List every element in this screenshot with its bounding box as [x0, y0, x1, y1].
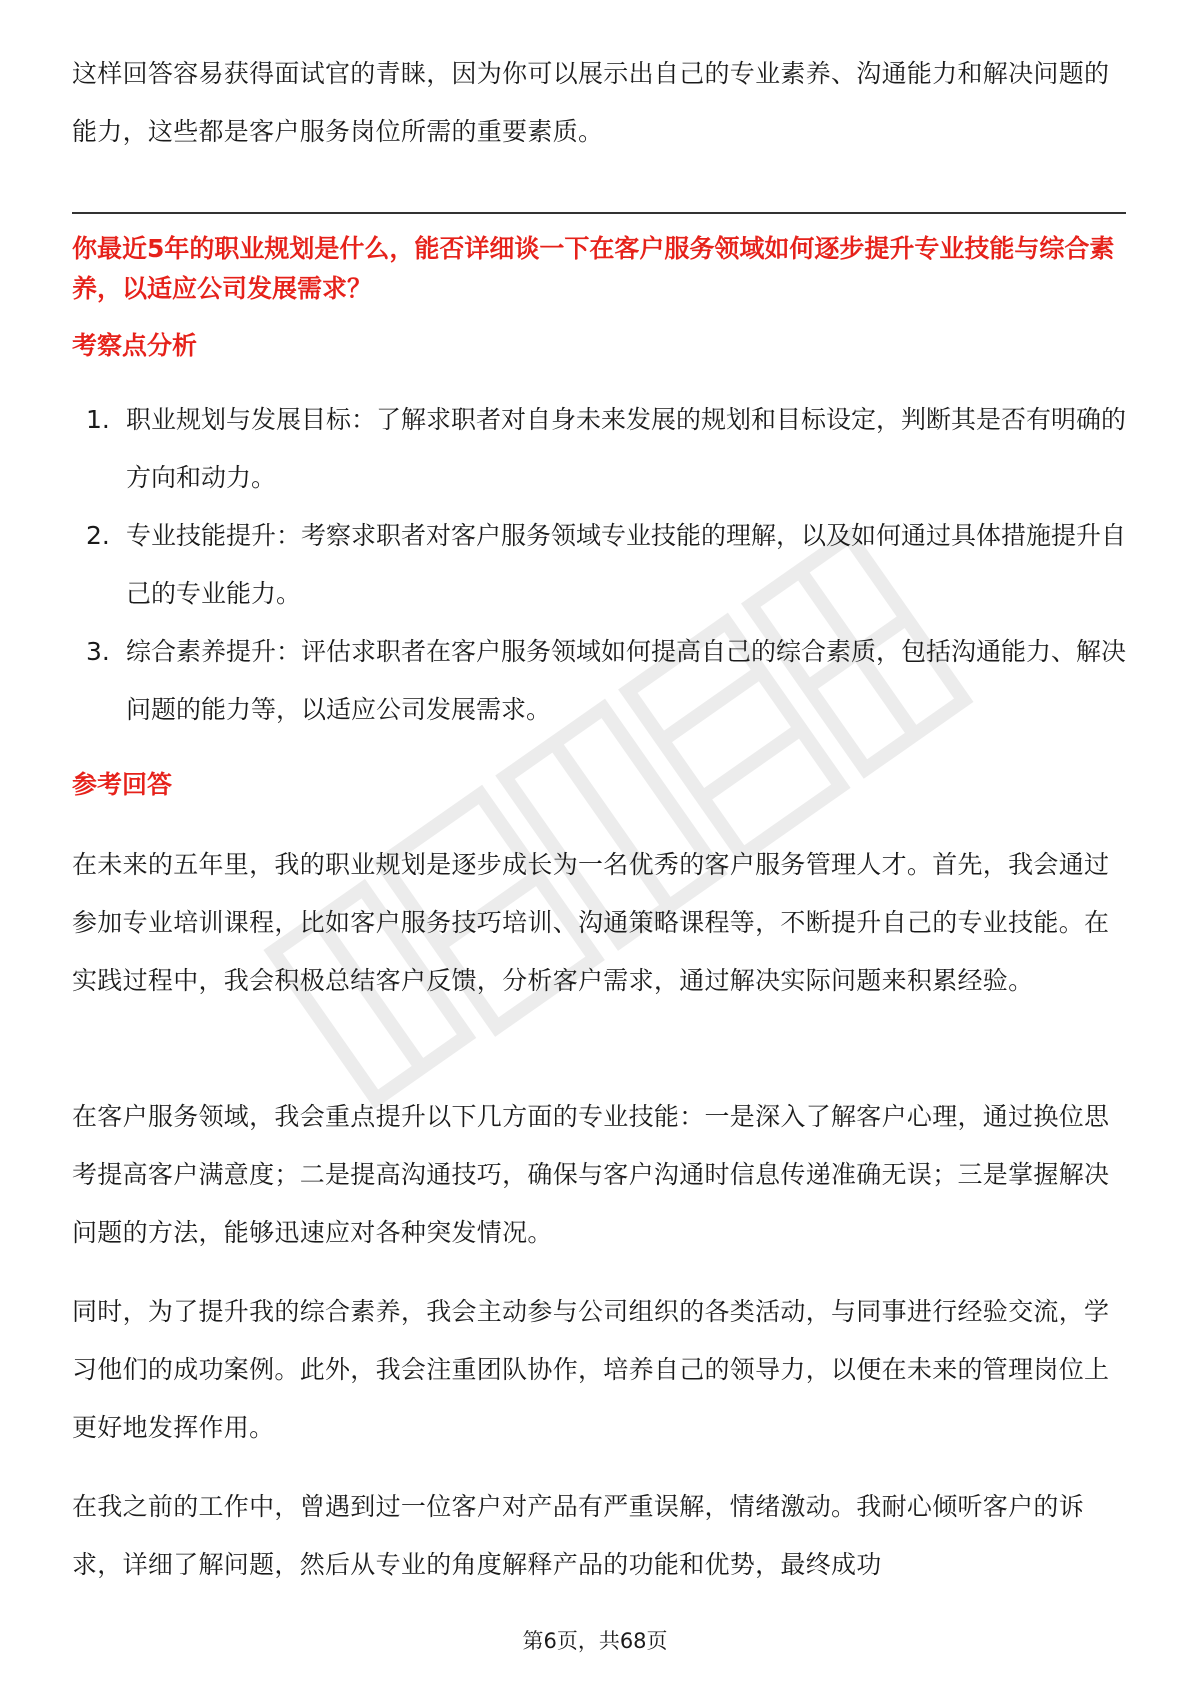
analysis-list [72, 391, 1126, 739]
list-item-number: 1. [86, 405, 110, 434]
answer-paragraph: 在我之前的工作中，曾遇到过一位客户对产品有严重误解，情绪激动。我耐心倾听客户的诉求，详细了解问题，然后从专业的角度解释产品的功能和优势，最终成功 [72, 1492, 1085, 1579]
answer-heading: 参考回答 [72, 770, 173, 799]
list-item [72, 391, 1126, 507]
answer-paragraph: 在未来的五年里，我的职业规划是逐步成长为一名优秀的客户服务管理人才。首先，我会通过参加专业培训课程，比如客户服务技巧培训、沟通策略课程等，不断提升自己的专业技能。在实践过程中，我会积极总结客户反馈，分析客户需求，通过解决实际问题来积累经验。 [72, 850, 1110, 995]
list-item [72, 623, 1126, 739]
list-item-number: 3. [86, 637, 110, 666]
list-item-text: 综合素养提升：评估求职者在客户服务领域如何提高自己的综合素质，包括沟通能力、解决问题的能力等，以适应公司发展需求。 [126, 637, 1127, 724]
section-divider [72, 212, 1126, 214]
list-item-number: 2. [86, 521, 110, 550]
answer-paragraph: 在客户服务领域，我会重点提升以下几方面的专业技能：一是深入了解客户心理，通过换位思考提高客户满意度；二是提高沟通技巧，确保与客户沟通时信息传递准确无误；三是掌握解决问题的方法，能够迅速应对各种突发情况。 [72, 1102, 1110, 1247]
question-heading: 你最近5年的职业规划是什么，能否详细谈一下在客户服务领域如何逐步提升专业技能与综合素养，以适应公司发展需求？ [72, 234, 1115, 303]
intro-paragraph: 这样回答容易获得面试官的青睐，因为你可以展示出自己的专业素养、沟通能力和解决问题的能力，这些都是客户服务岗位所需的重要素质。 [72, 59, 1110, 146]
analysis-heading: 考察点分析 [72, 331, 198, 360]
list-item-text: 职业规划与发展目标：了解求职者对自身未来发展的规划和目标设定，判断其是否有明确的方向和动力。 [126, 405, 1127, 492]
answer-paragraph: 同时，为了提升我的综合素养，我会主动参与公司组织的各类活动，与同事进行经验交流，学习他们的成功案例。此外，我会注重团队协作，培养自己的领导力，以便在未来的管理岗位上更好地发挥作用。 [72, 1297, 1110, 1442]
list-item-text: 专业技能提升：考察求职者对客户服务领域专业技能的理解，以及如何通过具体措施提升自己的专业能力。 [126, 521, 1127, 608]
list-item [72, 507, 1126, 623]
page-footer: 第6页，共68页 [522, 1629, 668, 1653]
